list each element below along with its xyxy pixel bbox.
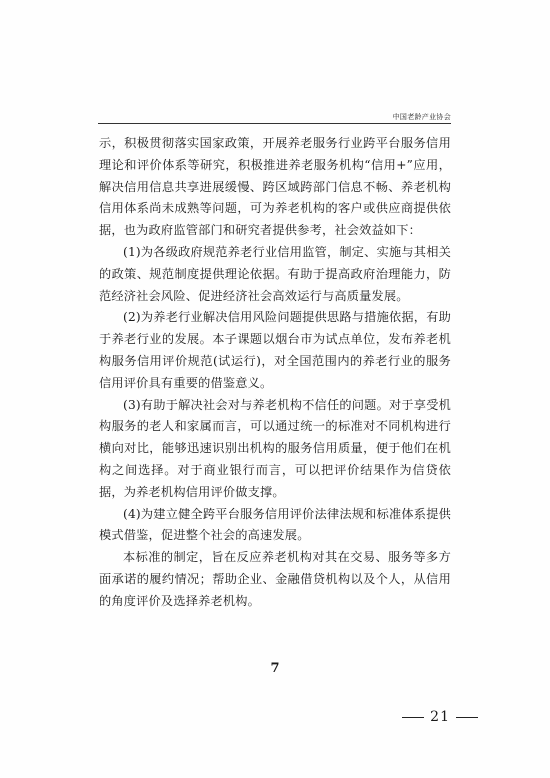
paragraph-3: (3)有助于解决社会对与养老机构不信任的问题。对于享受机构服务的老人和家属而言，可以通过统一的标准对不同机构进行横向对比，能够迅速识别出机构的服务信用质量，便于他们在机构之间选择。对于商业银行而言，可以把评价结果作为信贷依据，为养老机构信用评价做支撑。 [99,397,451,499]
right-dash [456,717,478,718]
outer-page-number [396,709,484,725]
paragraph-1: (1)为各级政府规范养老行业信用监管，制定、实施与其相关的政策、规范制度提供理论依据。有助于提高政府治理能力，防范经济社会风险、促进经济社会高效运行与高质量发展。 [99,244,451,303]
header-organization: 中国老龄产业协会 [392,113,451,121]
left-dash [402,717,424,718]
outer-page-value: 21 [430,709,450,725]
paragraph-2: (2)为养老行业解决信用风险问题提供思路与措施依据，有助于养老行业的发展。本子课题以烟台市为试点单位，发布养老机构服务信用评价规范(试运行)，对全国范围内的养老行业的服务信用评价具有重要的借鉴意义。 [99,310,451,390]
body-text [99,133,451,613]
header-rule [98,123,451,124]
paragraph-5: 本标准的制定，旨在反应养老机构对其在交易、服务等多方面承诺的履约情况；帮助企业、金融借贷机构以及个人，从信用的角度评价及选择养老机构。 [99,550,451,608]
inner-page-number: 7 [270,661,280,676]
paragraph-0: 示，积极贯彻落实国家政策，开展养老服务行业跨平台服务信用理论和评价体系等研究，积极推进养老服务机构“信用+”应用，解决信用信息共享进展缓慢、跨区域跨部门信息不畅、养老机构信用体系尚未成熟等问题，可为养老机构的客户或供应商提供依据，也为政府监管部门和研究者提供参考，社会效益如下： [99,136,451,238]
paragraph-4: (4)为建立健全跨平台服务信用评价法律法规和标准体系提供模式借鉴，促进整个社会的高速发展。 [99,506,451,543]
